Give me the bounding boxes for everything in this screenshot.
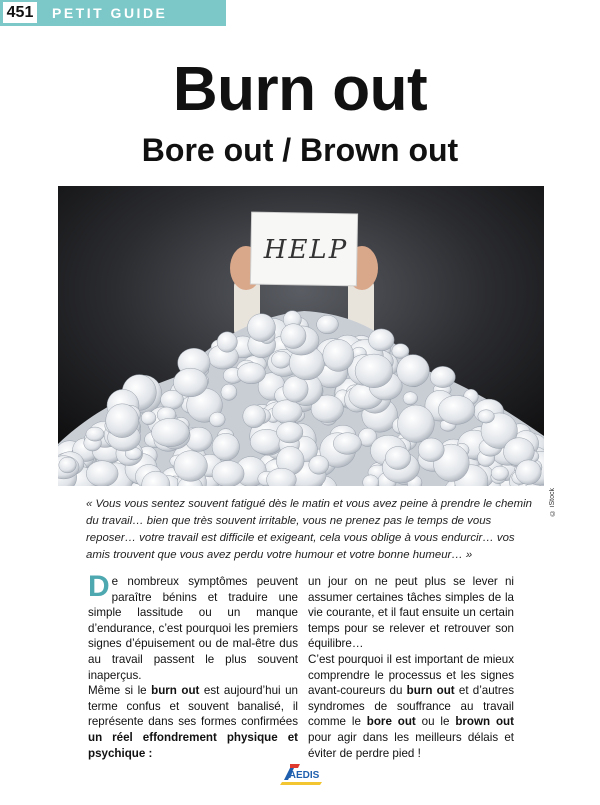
body-column-left — [88, 570, 298, 761]
intro-quote: « Vous vous sentez souvent fatigué dès le matin et vous avez peine à prendre le chemin du travail… bien que très souvent irritable, vous ne prenez pas le temps de vous reposer… votre travail est difficile et exigeant, cela vous oblige à vous endurcir… vos amis trouvent que vous avez perdu votre humour et votre bonne humeur… » — [86, 498, 532, 561]
hero-illustration — [58, 186, 544, 486]
right-p2-text-c: et d’autres syndromes de souffrance au travail comme le — [308, 684, 514, 729]
series-name: PETIT GUIDE — [52, 5, 168, 21]
right-paragraph-2 — [308, 652, 514, 761]
crumpled-paper-ball — [403, 392, 418, 405]
crumpled-paper-ball — [173, 368, 207, 397]
crumpled-paper-ball — [86, 461, 118, 486]
crumpled-paper-ball — [86, 427, 104, 441]
left-paragraph-2 — [88, 683, 298, 761]
crumpled-paper-ball — [106, 404, 139, 438]
crumpled-paper-ball — [217, 332, 237, 352]
right-paragraph-1: un jour on ne peut plus se lever ni assumer certaines tâches simples de la vie courante, et il faut ensuite un certain temps pour se relever et retrouver son équilibre… — [308, 575, 514, 651]
right-p2-bold-brownout: brown out — [455, 715, 514, 729]
help-sign — [250, 212, 357, 286]
crumpled-paper-ball — [221, 384, 237, 400]
left-paragraph-1 — [88, 570, 298, 683]
crumpled-paper-ball — [323, 339, 354, 371]
right-p2-text-a: C’est pourquoi il est important de mieux comprendre le processus et les signes avant-coureurs du — [308, 652, 514, 698]
publisher-logo — [278, 760, 326, 786]
crumpled-paper-ball — [309, 456, 329, 475]
right-p2-bold-burnout: burn out — [406, 684, 455, 698]
crumpled-paper-ball — [516, 460, 542, 485]
crumpled-paper-ball — [355, 354, 393, 388]
crumpled-paper-ball — [141, 411, 156, 425]
crumpled-paper-ball — [209, 412, 225, 427]
crumpled-paper-ball — [385, 447, 410, 470]
crumpled-paper-ball — [398, 405, 435, 442]
crumpled-paper-ball — [478, 410, 495, 423]
crumpled-paper-ball — [281, 324, 306, 349]
left-paragraph-1-text: e nombreux symptômes peuvent paraître bénins et traduire une simple lassitude ou un manque d’endurance, c’est pourquoi les premiers signes d’épuisement ou de mal-être dus au travail passent le plus souvent inaperçus. — [88, 575, 298, 682]
drop-cap: D — [88, 570, 110, 603]
right-p2-text-g: pour agir dans les meilleurs délais et éviter de perdre pied ! — [308, 730, 514, 760]
crumpled-paper-ball — [247, 314, 275, 342]
crumpled-paper-ball — [430, 366, 455, 387]
page-title: Burn out — [172, 55, 428, 124]
series-header-bar — [0, 0, 226, 26]
crumpled-paper-ball — [152, 418, 190, 446]
crumpled-paper-ball — [317, 315, 339, 334]
crumpled-paper-ball — [491, 466, 508, 480]
crumpled-paper-ball — [271, 351, 290, 368]
aedis-logo-icon — [278, 760, 326, 786]
left-p2-text-a: Même si le — [88, 684, 152, 698]
body-column-right — [308, 574, 514, 761]
crumpled-paper-ball — [212, 461, 244, 487]
crumpled-paper-ball — [369, 329, 395, 351]
crumpled-paper-ball — [243, 405, 266, 428]
crumpled-paper-ball — [237, 363, 265, 384]
hero-image — [58, 186, 544, 486]
crumpled-paper-ball — [59, 457, 76, 473]
guide-number: 451 — [3, 2, 37, 23]
crumpled-paper-ball — [333, 433, 361, 455]
publisher-logo-text: AEDIS — [288, 770, 320, 781]
crumpled-paper-ball — [277, 422, 303, 443]
crumpled-paper-ball — [397, 355, 430, 387]
crumpled-paper-ball — [438, 395, 475, 424]
left-p2-text-c: est aujourd’hui un terme confus et souvent banalisé, il représente dans ses formes confirmées — [88, 684, 298, 729]
left-p2-bold-burnout: burn out — [151, 684, 200, 698]
page-subtitle: Bore out / Brown out — [141, 132, 459, 168]
left-p2-bold-effondrement: un réel effondrement physique et psychique : — [88, 730, 298, 760]
right-p2-text-e: ou le — [415, 715, 456, 729]
crumpled-paper-ball — [418, 438, 444, 462]
crumpled-paper-ball — [174, 451, 207, 482]
help-sign-text: HELP — [263, 235, 349, 265]
image-credit: © iStock — [549, 488, 556, 517]
right-p2-bold-boreout: bore out — [366, 715, 416, 729]
crumpled-paper-ball — [212, 433, 239, 460]
